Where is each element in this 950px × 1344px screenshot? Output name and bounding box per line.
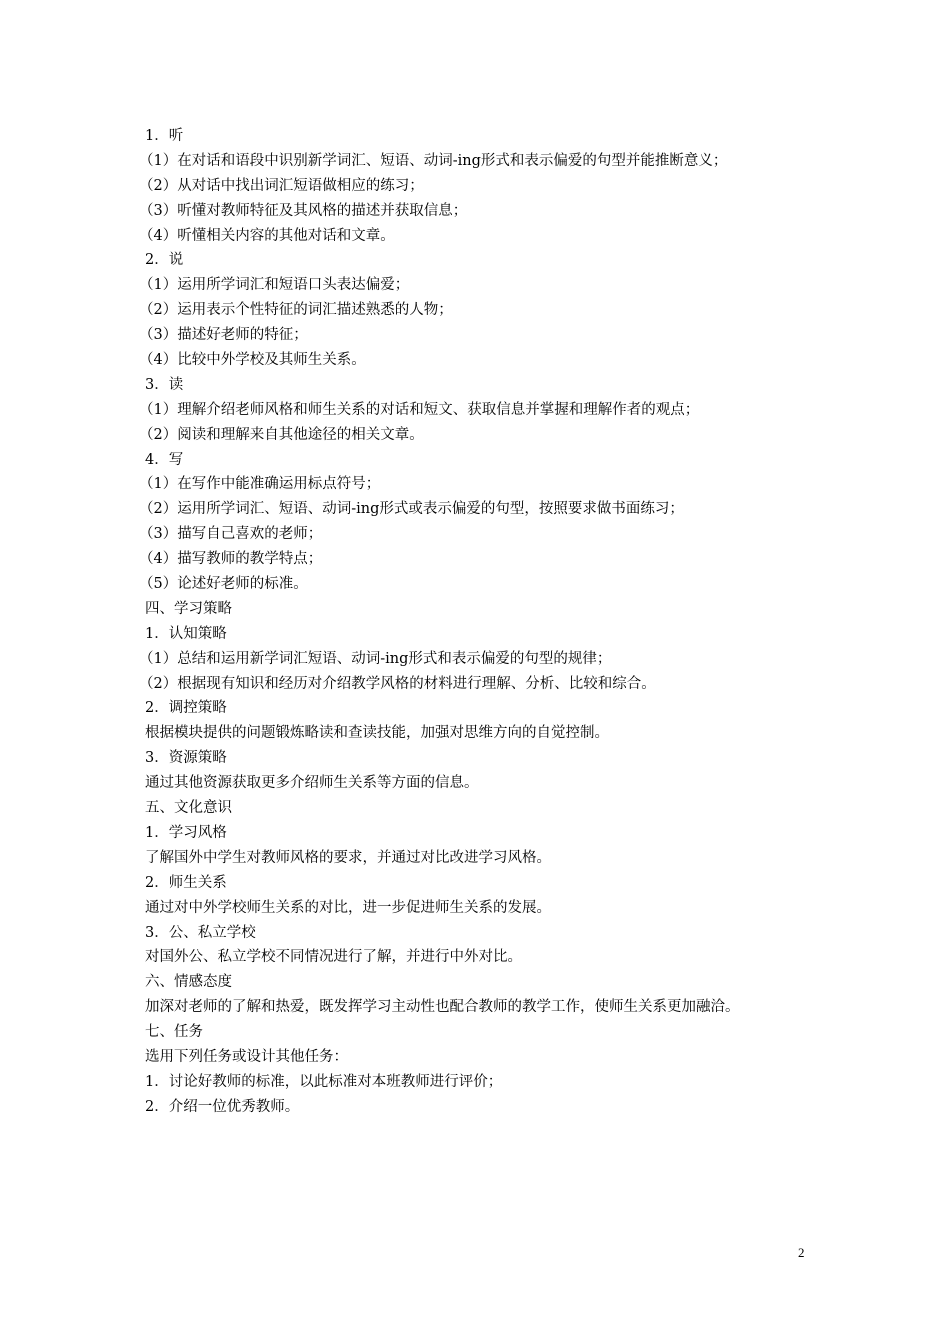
text-line: 3．公、私立学校 bbox=[145, 924, 256, 941]
text-line: 3．资源策略 bbox=[145, 750, 227, 767]
section-heading: 七、任务 bbox=[145, 1024, 203, 1041]
text-line: （1）总结和运用新学词汇短语、动词-ing形式和表示偏爱的句型的规律； bbox=[139, 650, 612, 667]
text-line: （3）听懂对教师特征及其风格的描述并获取信息； bbox=[139, 202, 468, 219]
section-heading: 六、情感态度 bbox=[145, 974, 232, 991]
text-line: （1）运用所学词汇和短语口头表达偏爱； bbox=[139, 277, 410, 294]
text-line: （4）描写教师的教学特点； bbox=[139, 551, 323, 568]
text-line: （2）阅读和理解来自其他途径的相关文章。 bbox=[139, 426, 424, 443]
text-line: 2．介绍一位优秀教师。 bbox=[145, 1098, 300, 1115]
text-line: （1）在对话和语段中识别新学词汇、短语、动词-ing形式和表示偏爱的句型并能推断意义； bbox=[139, 152, 728, 169]
text-line: 2．师生关系 bbox=[145, 874, 227, 891]
text-line: 通过其他资源获取更多介绍师生关系等方面的信息。 bbox=[145, 775, 479, 792]
text-line: 2．调控策略 bbox=[145, 700, 227, 717]
text-line: （1）理解介绍老师风格和师生关系的对话和短文、获取信息并掌握和理解作者的观点； bbox=[139, 401, 700, 418]
text-line: （4）听懂相关内容的其他对话和文章。 bbox=[139, 227, 395, 244]
text-line: 通过对中外学校师生关系的对比，进一步促进师生关系的发展。 bbox=[145, 899, 551, 916]
text-line: 2．说 bbox=[145, 252, 184, 269]
text-line: 3．读 bbox=[145, 376, 184, 393]
text-line: （2）从对话中找出词汇短语做相应的练习； bbox=[139, 177, 424, 194]
text-line: （2）根据现有知识和经历对介绍教学风格的材料进行理解、分析、比较和综合。 bbox=[139, 675, 656, 692]
text-line: （5）论述好老师的标准。 bbox=[139, 576, 308, 593]
text-line: 选用下列任务或设计其他任务： bbox=[145, 1048, 348, 1065]
section-heading: 五、文化意识 bbox=[145, 800, 232, 817]
text-line: 1．讨论好教师的标准，以此标准对本班教师进行评价； bbox=[145, 1073, 503, 1090]
text-line: 加深对老师的了解和热爱，既发挥学习主动性也配合教师的教学工作，使师生关系更加融洽。 bbox=[145, 999, 740, 1016]
document-body bbox=[139, 124, 845, 1120]
text-line: 1．认知策略 bbox=[145, 625, 227, 642]
text-line: 了解国外中学生对教师风格的要求，并通过对比改进学习风格。 bbox=[145, 849, 551, 866]
text-line: 对国外公、私立学校不同情况进行了解，并进行中外对比。 bbox=[145, 949, 522, 966]
section-heading: 四、学习策略 bbox=[145, 600, 232, 617]
text-line: 1．听 bbox=[145, 128, 184, 144]
text-line: 1．学习风格 bbox=[145, 824, 227, 841]
text-line: 根据模块提供的问题锻炼略读和查读技能，加强对思维方向的自觉控制。 bbox=[145, 725, 609, 742]
text-line: 4．写 bbox=[145, 451, 184, 468]
text-line: （4）比较中外学校及其师生关系。 bbox=[139, 352, 366, 369]
text-line: （2）运用表示个性特征的词汇描述熟悉的人物； bbox=[139, 302, 453, 319]
text-line: （1）在写作中能准确运用标点符号； bbox=[139, 476, 381, 493]
page-number: 2 bbox=[798, 1245, 805, 1260]
text-line: （3）描写自己喜欢的老师； bbox=[139, 526, 323, 543]
text-line: （3）描述好老师的特征； bbox=[139, 327, 308, 344]
text-line: （2）运用所学词汇、短语、动词-ing形式或表示偏爱的句型，按照要求做书面练习； bbox=[139, 501, 684, 518]
